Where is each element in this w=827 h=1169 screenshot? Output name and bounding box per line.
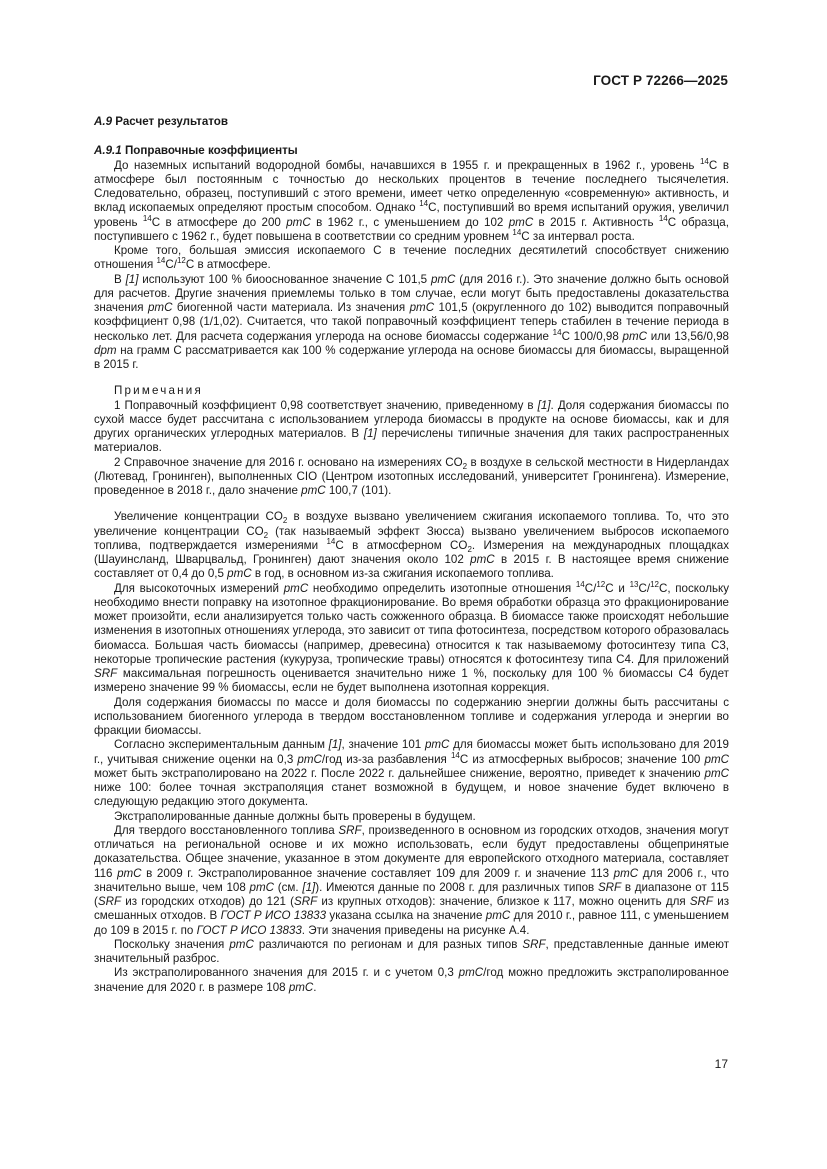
section-heading <box>94 115 729 129</box>
paragraph-experimental-data: Согласно экспериментальным данным [1], значение 101 pmC для биомассы может быть использовано для 2019 г., учитывая снижение оценки на 0,3 pmC/год из-за разбавления $^{14}$С из атмосферных выбросов; значение 100 pmC может быть экстраполировано на 2022 г. После 2022 г. дальнейшее снижение, вероятно, приведет к значению pmC ниже 100: более точная экстраполяция станет возможной в будущем, и новое значение будет включено в следующую редакцию этого документа. <box>94 738 729 809</box>
paragraph-regional-scatter: Поскольку значения pmC различаются по регионам и для разных типов SRF, представленные данные имеют значительный разброс. <box>94 937 730 965</box>
paragraph-extrapolation-2020: Из экстраполированного значения для 2015 г. и с учетом 0,3 pmC/год можно предложить экстраполированное значение для 2020 г. в размере 108 pmC. <box>94 966 729 994</box>
section-title: Расчет результатов <box>115 115 229 128</box>
paragraph-fossil-emission: Кроме того, большая эмиссия ископаемого С в течение последних десятилетий способствует снижению отношения $^{14}$С/$^{12}$С в атмосфере. <box>94 244 729 272</box>
standard-designation: ГОСТ Р 72266—2025 <box>593 73 728 88</box>
subsection-heading <box>94 144 729 158</box>
page-number: 17 <box>714 1057 728 1071</box>
paragraph-bomb-tests: До наземных испытаний водородной бомбы, начавшихся в 1955 г. и прекращенных в 1962 г., уровень $^{14}$С в атмосфере был постоянным с точностью до нескольких процентов в течение последнего тысячелетия. Следовательно, образец, поступивший с этого времени, имеет четко определенную «современную» активность, и вклад ископаемых определяют простым способом. Однако $^{14}$С, поступивший во время испытаний оружия, увеличил уровень $^{14}$С в атмосфере до 200 pmC в 1962 г., с уменьшением до 102 pmC в 2015 г. Активность $^{14}$С образца, поступившего с 1962 г., будет повышена в соответствии со средним уровнем $^{14}$С за интервал роста. <box>94 156 729 243</box>
page-content <box>94 115 729 995</box>
subsection-title: Поправочные коэффициенты <box>124 144 298 158</box>
notes-heading: Примечания <box>114 384 203 398</box>
note-2: 2 Справочное значение для 2016 г. основано на измерениях $CO_2$ в воздухе в сельской местности в Нидерландах (Лютевад, Гронинген), выполненных CIO (Центром изотопных исследований, университет Гронингена). Измерение, проведенное в 2018 г., дало значение pmC 100,7 (101). <box>94 455 729 497</box>
section-number: А.9 <box>94 115 113 128</box>
subsection-number: А.9.1 <box>94 144 122 158</box>
paragraph-srf-values: Для твердого восстановленного топлива SRF, произведенного в основном из городских отходов, значения могут отличаться на региональной основе и их можно использовать, если будут предоставлены общепринятые доказательства. Общее значение, указанное в этом документе для европейского отходного материала, составляет 116 pmC в 2009 г. Экстраполированное значение составляет 109 для 2009 г. и значение 113 pmC для 2006 г., что значительно выше, чем 108 pmC (см. [1]). Имеются данные по 2008 г. для различных типов SRF в диапазоне от 115 (SRF из городских отходов) до 121 (SRF из крупных отходов): значение, близкое к 117, можно оценить для SRF из смешанных отходов. В ГОСТ Р ИСО 13833 указана ссылка на значение pmC для 2010 г., равное 111, с уменьшением до 109 в 2015 г. по ГОСТ Р ИСО 13833. Эти значения приведены на рисунке А.4. <box>94 823 730 937</box>
paragraph-biomass-fraction: Доля содержания биомассы по массе и доля биомассы по содержанию энергии должны быть рассчитаны с использованием биогенного углерода в твердом восстановленном топливе и содержания углерода и энергии во фракции биомассы. <box>94 695 729 737</box>
note-1: 1 Поправочный коэффициент 0,98 соответствует значению, приведенному в [1]. Доля содержания биомассы по сухой массе будет рассчитана с использованием углерода биомассы в продукте на основе биомассы, как и для других органических углеродных материалов. В [1] перечислены типичные значения для таких распространенных материалов. <box>94 398 729 455</box>
paragraph-isotope-fractionation: Для высокоточных измерений pmC необходимо определить изотопные отношения $^{14}$С/$^{12}$С и $^{13}$С/$^{12}$С, поскольку необходимо внести поправку на изотопное фракционирование. Во время обработки образца это фракционирование может произойти, если анализируется только часть сожженного образца. В биомассе также происходят небольшие изменения в изотопных отношениях углерода, это зависит от типа фотосинтеза, посредством которого образовалась биомасса. Большая часть биомассы (например, древесина) относится к так называемому фотосинтезу типа С3, некоторые тропические растения (кукуруза, тропические травы) относятся к фотосинтезу типа С4. Для приложений SRF максимальная погрешность оценивается значительно ниже 1 %, поскольку для 100 % биомассы С4 будет измерено значение 99 % биомассы, если не будет выполнена изотопная коррекция. <box>94 579 730 695</box>
paragraph-co2-increase: Увеличение концентрации $CO_2$ в воздухе вызвано увеличением сжигания ископаемого топлива. То, что это увеличение концентрации $CO_2$ (так называемый эффект Зюсса) вызвано увеличением выбросов ископаемого топлива, подтверждается измерениями $^{14}$С в атмосферном $CO_2$. Измерения на международных площадках (Шауинсланд, Шварцвальд, Гронинген) дают значения около 102 pmC в 2015 г. В настоящее время снижение составляет от 0,4 до 0,5 pmC в год, в основном из-за сжигания ископаемого топлива. <box>94 510 729 581</box>
paragraph-reference-value: В [1] используют 100 % биооснованное значение С 101,5 pmC (для 2016 г.). Это значение должно быть основой для расчетов. Другие значения приемлемы только в том случае, если могут быть предоставлены доказательства значения pmC биогенной части материала. Из значения pmC 101,5 (округленного до 102) выводится поправочный коэффициент 0,98 (1/1,02). Считается, что такой поправочный коэффициент теперь стабилен в течение периода в несколько лет. Для расчета содержания углерода на основе биомассы содержание $^{14}$С 100/0,98 pmC или 13,56/0,98 dpm на грамм С рассматривается как 100 % содержание углерода на основе биомассы для биомассы, выращенной в 2015 г. <box>94 272 730 371</box>
paragraph-verify: Экстраполированные данные должны быть проверены в будущем. <box>114 809 476 823</box>
